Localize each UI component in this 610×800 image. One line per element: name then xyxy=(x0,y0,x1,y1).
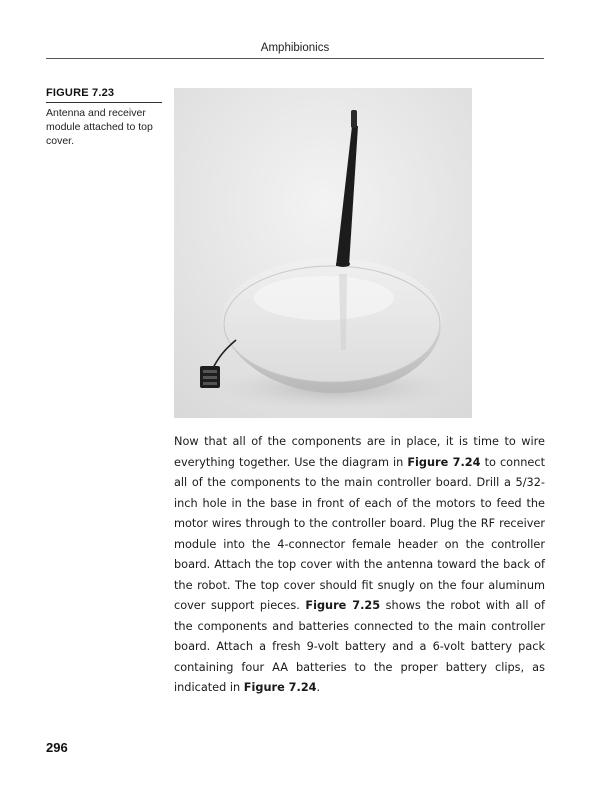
figure-photo xyxy=(174,88,472,418)
receiver-module xyxy=(200,366,220,388)
figure-reference: Figure 7.24 xyxy=(407,455,481,469)
text-segment: . xyxy=(316,681,321,694)
running-head: Amphibionics xyxy=(260,42,330,54)
figure-reference: Figure 7.25 xyxy=(305,599,381,612)
body-paragraph xyxy=(174,432,545,699)
figure-reference: Figure 7.24 xyxy=(243,681,317,694)
text-segment: Now that all of the components are in place, it is time to wire everything together. Use the diagram in xyxy=(174,435,545,469)
figure-label-rule xyxy=(46,102,162,103)
figure-caption: Antenna and receiver module attached to top cover. xyxy=(46,107,153,147)
figure-label: FIGURE 7.23 xyxy=(46,87,115,99)
text-segment: shows the robot with all of the components and batteries connected to the main controller board. Attach a fresh 9-volt battery and a 6-volt battery pack containing four AA batteries to the proper battery clips, as indicated in xyxy=(174,599,545,694)
page-number: 296 xyxy=(46,740,68,755)
header-rule xyxy=(46,58,544,59)
text-segment: to connect all of the components to the main controller board. Drill a 5/32-inch hole in the base in front of each of the motors to feed the motor wires through to the controller board. Plug the RF receiver module into the 4-connector female header on the controller board. Attach the top cover with the antenna toward the back of the robot. The top cover should fit snugly on the four aluminum cover support pieces. xyxy=(174,455,545,612)
